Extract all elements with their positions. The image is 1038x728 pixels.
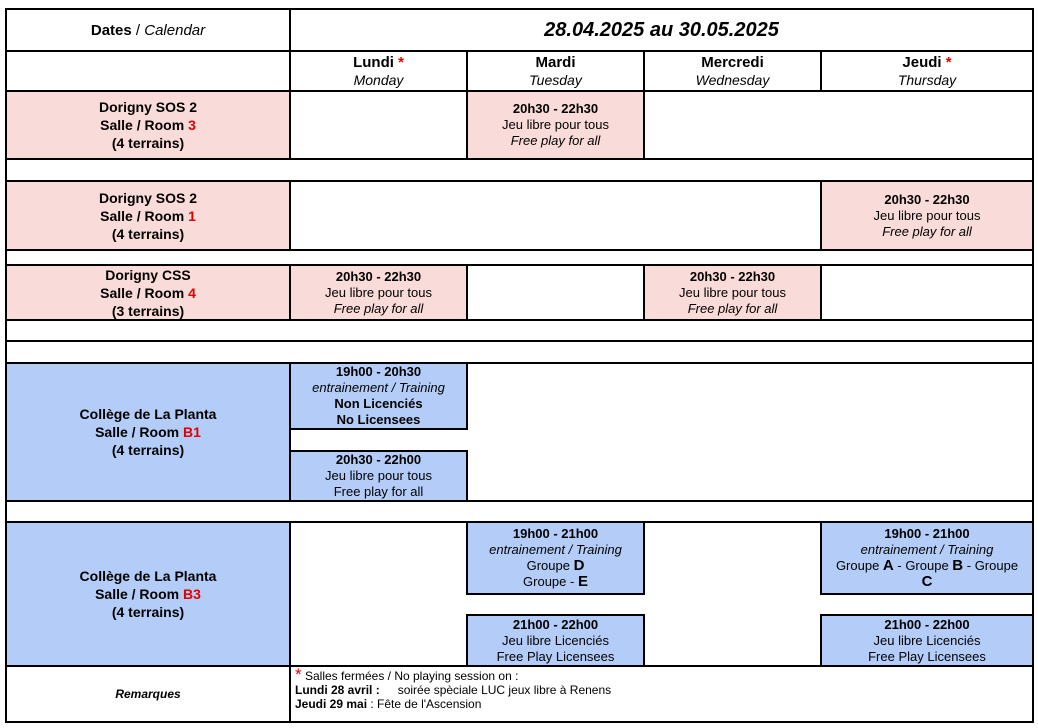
tuesday-en: Tuesday bbox=[529, 71, 582, 88]
session-time: 21h00 - 22h00 bbox=[512, 616, 599, 632]
group-letter: D bbox=[573, 557, 585, 574]
room-cell-sos-room3 bbox=[5, 90, 291, 160]
session-fr: Jeu libre pour tous bbox=[679, 284, 786, 300]
remarks-line2-label: Jeudi 29 mai bbox=[295, 697, 368, 711]
remarks-line2-text: : Fête de l'Ascension bbox=[367, 697, 482, 711]
remarks-line1-text: soirée spèciale LUC jeux libre à Renens bbox=[397, 683, 612, 697]
remarks-closed: Salles fermées / No playing session on : bbox=[304, 669, 519, 683]
session-fr: Jeu libre Licenciés bbox=[873, 632, 981, 648]
room-courts: (3 terrains) bbox=[111, 302, 185, 319]
session-b3-training-tuesday bbox=[466, 521, 645, 595]
session-fr: Jeu libre pour tous bbox=[873, 207, 981, 223]
room-cell-sos-room1 bbox=[5, 180, 291, 251]
session-audience-fr: Non Licenciés bbox=[334, 396, 423, 411]
session-time: 20h30 - 22h30 bbox=[335, 268, 422, 284]
session-time: 20h30 - 22h30 bbox=[884, 191, 970, 207]
session-fr: Jeu libre pour tous bbox=[502, 117, 609, 132]
slot-empty bbox=[820, 264, 1034, 321]
group-separator: - Groupe bbox=[893, 558, 953, 573]
group-letter: B bbox=[952, 557, 964, 574]
room-prefix: Salle / Room bbox=[95, 424, 183, 440]
room-name: Collège de La Planta bbox=[79, 568, 217, 584]
session-en: Free Play Licensees bbox=[496, 648, 615, 664]
room-name: Dorigny CSS bbox=[105, 266, 191, 283]
session-time: 19h00 - 20h30 bbox=[335, 364, 422, 379]
room-name: Collège de La Planta bbox=[79, 406, 217, 422]
remarks-label-cell bbox=[5, 665, 291, 723]
session-b3-free-thursday bbox=[820, 614, 1034, 667]
group-prefix: Groupe bbox=[835, 558, 883, 573]
room-id: 3 bbox=[188, 117, 196, 133]
monday-en: Monday bbox=[353, 71, 404, 88]
room-id: 1 bbox=[188, 207, 196, 224]
session-time: 21h00 - 22h00 bbox=[884, 616, 970, 632]
room-cell-planta-b1 bbox=[5, 362, 291, 502]
room-prefix: Salle / Room bbox=[100, 207, 189, 224]
day-header-monday bbox=[289, 50, 468, 92]
group-letter: A bbox=[882, 557, 894, 574]
spacer-row bbox=[5, 158, 1034, 182]
room-courts: (4 terrains) bbox=[111, 135, 185, 151]
spacer-row bbox=[5, 500, 1034, 523]
session-b3-training-thursday bbox=[820, 521, 1034, 595]
spacer-row bbox=[5, 319, 1034, 342]
dates-header-cell: Dates / Calendar bbox=[5, 8, 291, 52]
room-courts: (4 terrains) bbox=[111, 604, 185, 620]
room-courts: (4 terrains) bbox=[111, 225, 185, 242]
slot-empty bbox=[643, 90, 1034, 160]
session-type: entrainement / Training bbox=[312, 380, 445, 395]
session-time: 19h00 - 21h00 bbox=[884, 526, 970, 541]
date-range-title: 28.04.2025 au 30.05.2025 bbox=[544, 18, 779, 41]
thursday-star: * bbox=[945, 53, 952, 71]
session-free-play-thursday bbox=[820, 180, 1034, 251]
session-time: 20h30 - 22h30 bbox=[512, 101, 599, 116]
date-range-cell bbox=[289, 8, 1034, 52]
session-en: Free play for all bbox=[882, 223, 972, 239]
room-courts: (4 terrains) bbox=[111, 442, 185, 458]
monday-fr: Lundi bbox=[353, 53, 394, 71]
slot-empty bbox=[289, 90, 468, 160]
room-prefix: Salle / Room bbox=[100, 117, 189, 133]
session-b1-free-monday bbox=[289, 450, 468, 502]
thursday-en: Thursday bbox=[897, 71, 957, 88]
session-en: Free play for all bbox=[687, 300, 778, 316]
wednesday-fr: Mercredi bbox=[701, 53, 764, 71]
room-id: B1 bbox=[183, 424, 201, 440]
session-b3-free-tuesday bbox=[466, 614, 645, 667]
wednesday-en: Wednesday bbox=[695, 71, 770, 88]
room-cell-planta-b3 bbox=[5, 521, 291, 667]
day-header-tuesday bbox=[466, 50, 645, 92]
group-prefix: Groupe - bbox=[523, 574, 578, 589]
spacer-row bbox=[5, 340, 1034, 364]
group-letter: E bbox=[577, 573, 588, 590]
session-fr: Jeu libre pour tous bbox=[325, 284, 432, 300]
day-header-wednesday bbox=[643, 50, 822, 92]
dates-label: Dates bbox=[90, 21, 132, 39]
tuesday-fr: Mardi bbox=[535, 53, 576, 71]
room-cell-css-room4 bbox=[5, 264, 291, 321]
remarks-content bbox=[289, 665, 1034, 723]
room-prefix: Salle / Room bbox=[100, 284, 189, 301]
room-id: 4 bbox=[188, 284, 196, 301]
session-en: Free play for all bbox=[333, 300, 424, 316]
day-header-thursday bbox=[820, 50, 1034, 92]
remarks-line1-label: Lundi 28 avril : bbox=[295, 683, 380, 697]
session-time: 20h30 - 22h30 bbox=[689, 268, 776, 284]
calendar-label: Calendar bbox=[144, 21, 206, 39]
session-time: 20h30 - 22h00 bbox=[335, 452, 422, 467]
session-fr: Jeu libre Licenciés bbox=[502, 632, 609, 648]
room-prefix: Salle / Room bbox=[95, 586, 183, 602]
session-en: Free play for all bbox=[510, 133, 601, 148]
remarks-label: Remarques bbox=[115, 687, 181, 701]
session-b1-training-monday bbox=[289, 362, 468, 430]
session-free-play-wednesday bbox=[643, 264, 822, 321]
session-fr: Jeu libre pour tous bbox=[325, 468, 432, 483]
remarks-star: * bbox=[295, 665, 302, 684]
session-en: Free play for all bbox=[333, 484, 424, 499]
slot-empty bbox=[466, 264, 645, 321]
monday-star: * bbox=[398, 53, 404, 71]
session-free-play-monday bbox=[289, 264, 468, 321]
session-type: entrainement / Training bbox=[860, 542, 994, 557]
room-id: B3 bbox=[183, 586, 201, 602]
session-en: Free Play Licensees bbox=[868, 648, 986, 664]
session-time: 19h00 - 21h00 bbox=[512, 526, 599, 541]
group-letter: C bbox=[921, 573, 933, 590]
session-type: entrainement / Training bbox=[489, 542, 622, 557]
room-name: Dorigny SOS 2 bbox=[98, 99, 198, 115]
room-name: Dorigny SOS 2 bbox=[98, 189, 198, 206]
group-separator: - Groupe bbox=[963, 558, 1019, 573]
session-audience-en: No Licensees bbox=[336, 412, 421, 427]
session-free-play-tuesday bbox=[466, 90, 645, 160]
group-prefix: Groupe bbox=[526, 558, 574, 573]
thursday-fr: Jeudi bbox=[902, 53, 942, 71]
day-header-empty bbox=[5, 50, 291, 92]
slot-empty bbox=[289, 180, 822, 251]
